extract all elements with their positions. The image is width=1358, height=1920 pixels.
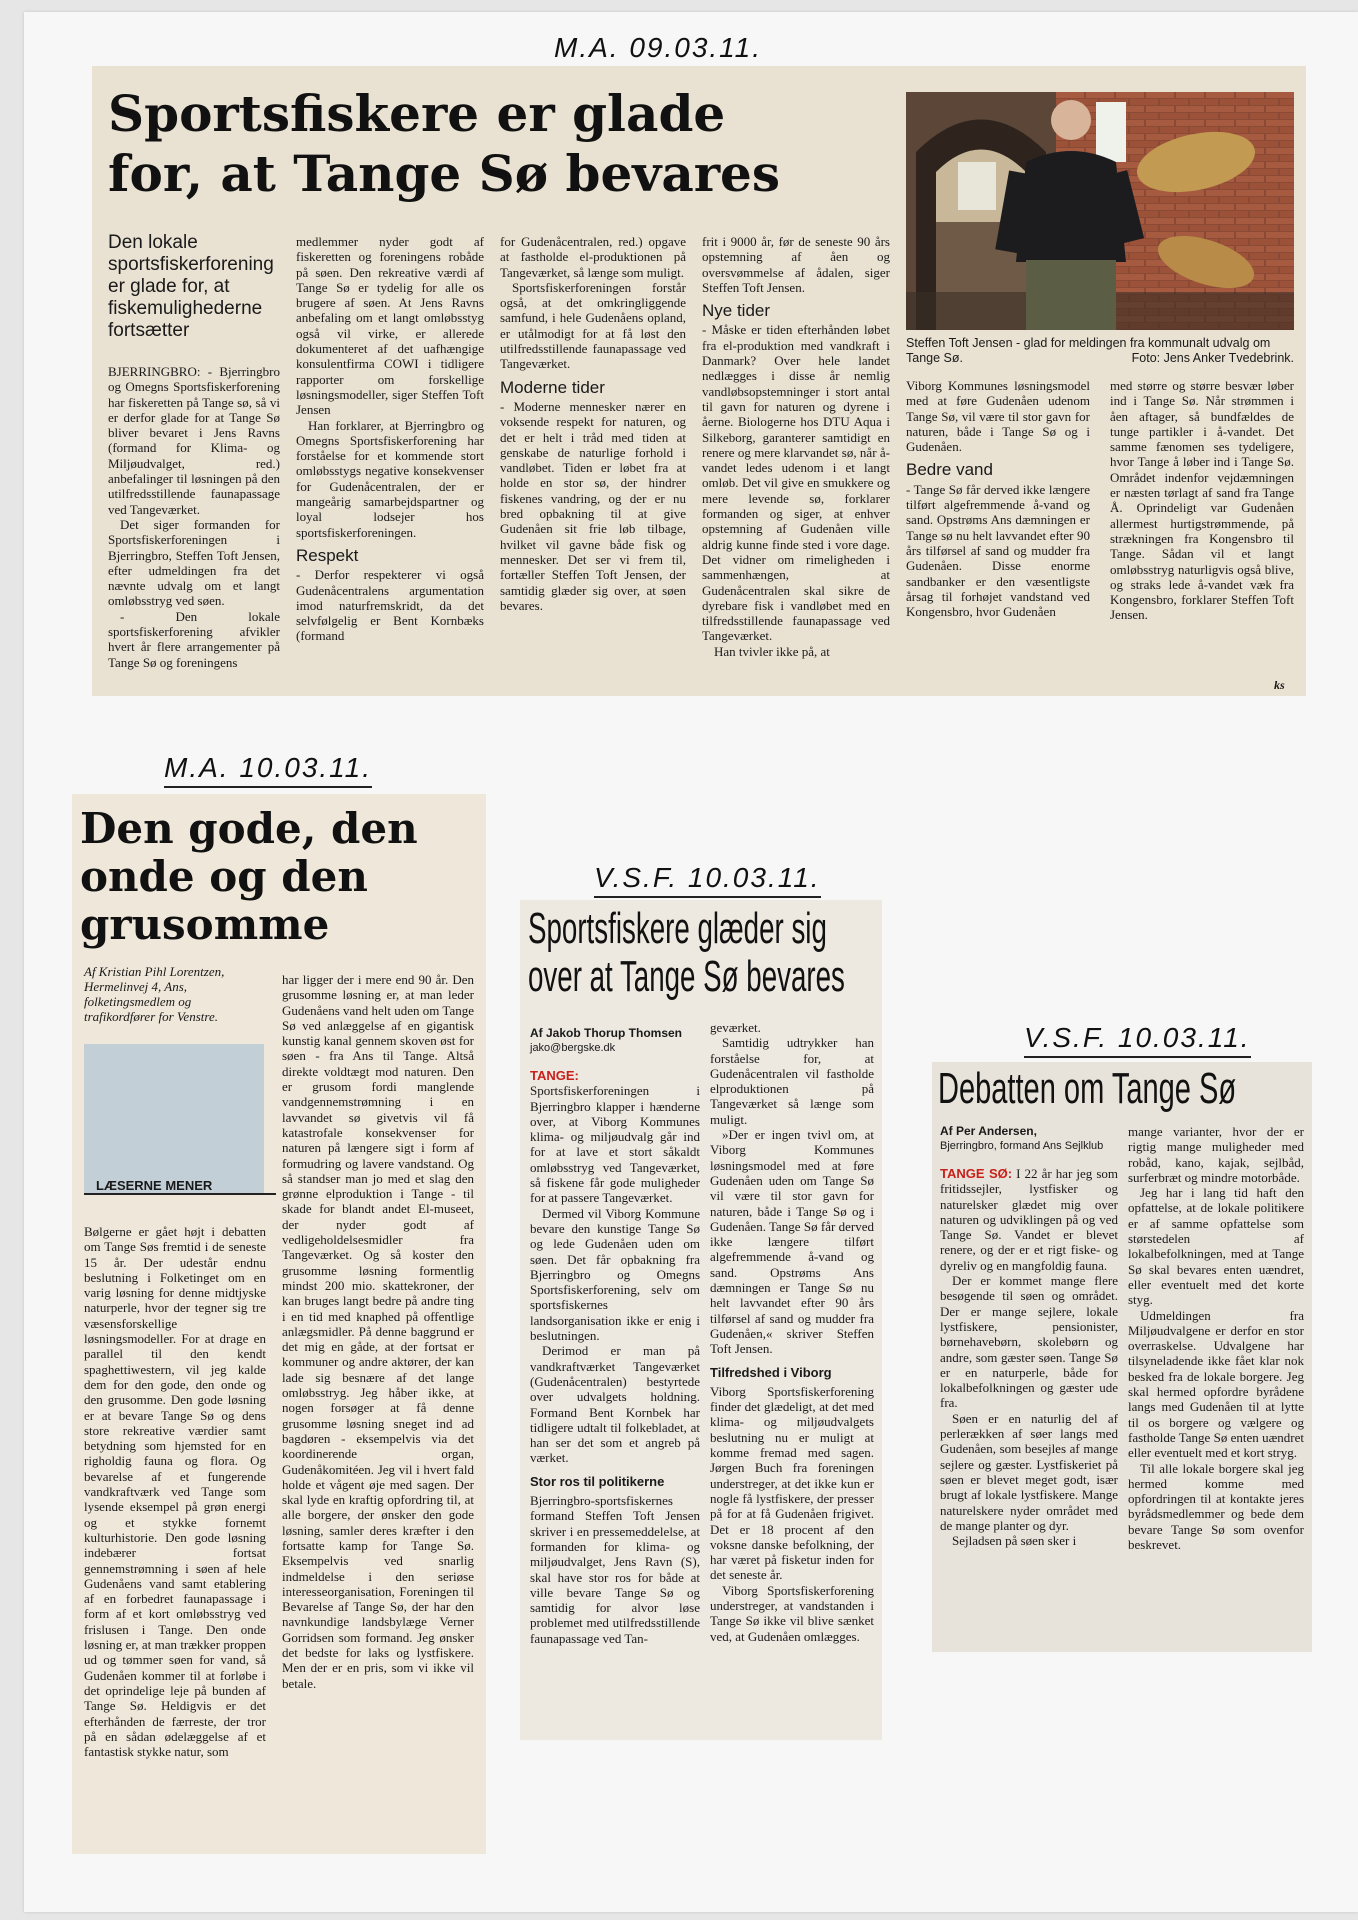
reader-section-label <box>84 1178 276 1195</box>
paragraph: BJERRINGBRO: - Bjerringbro og Omegns Sportsfiskerforening har fiskeretten på Tange sø, så vi er derfor glade for at Tange Sø bliver bevaret i Jens Ravns (formand for Klima- og Miljøudvalget, red.) anbefalinger til løsningen på den utilfredsstillende faunapassage ved Tangeværket. <box>108 364 280 517</box>
handwritten-date-4: V.S.F. 10.03.11. <box>1024 1022 1251 1058</box>
subheading-moderne-tider: Moderne tider <box>500 377 605 397</box>
headline: Debatten om Tange Sø <box>938 1064 1237 1113</box>
article3-column-1 <box>530 1068 700 1732</box>
headline-line-1: Sportsfiskere glæder sig <box>528 904 827 953</box>
subheading-bedre-vand: Bedre vand <box>906 460 993 480</box>
paragraph: Viborg Sportsfiskerforening finder det glædeligt, at det med klima- og miljøudvalgets beslutning nu er muligt at komme fremad med sagen. Jørgen Buch fra foreningen understreger, at det ikke kun er nogle få lystfiskere, der presser på for at få Gudenåen frigivet. Det er 18 procent af den voksne danske befolkning, der har været på fisketur inden for det seneste år. <box>710 1383 874 1583</box>
headline-line-2: over at Tange Sø bevares <box>528 952 845 1001</box>
author-signature: ks <box>1274 678 1285 692</box>
subheading-nye-tider: Nye tider <box>702 301 771 321</box>
paragraph: Han tvivler ikke på, at <box>714 643 830 659</box>
paragraph: Bølgerne er gået højt i debatten om Tange Søs fremtid i de seneste 15 år. Der udestår endnu beslutning i Folketinget om en varig løsning for denne midtjyske naturperle, hvor der tegner sig tre væsensforskellige løsningsmodeller. For at drage en parallel til den kendt spaghettiwestern, vil jeg kalde dem for den gode, den onde og den grusomme. Den gode løsning er at bevare Tange Sø og dens store rekreative værdier samt betydning som hjemsted for en righoldig fauna og flora. Og bevarelse af et fungerende vandkraftværk ved Tange som lysende eksempel på grøn energi og et stykke fornemt kulturhistorie. Den gode løsning indebærer fortsat gennemstrømning i søen af hele Gudenåens vand samt etablering af en forbedret faunapassage i form af et kort omløbsstryg ved frislusen i Tange. Den onde løsning er, at man trækker proppen ud og tømmer søen for vand, så Gudenåen kommer til at forløbe i det oprindelige leje på bunden af Tange Sø. Heldigvis er det efterhånden de færreste, der tror på en sådan ødelæggelse af et fantastisk stykke natur, som <box>84 1224 266 1760</box>
article1-column-3 <box>500 234 686 686</box>
handwritten-date-2: M.A. 10.03.11. <box>164 752 372 788</box>
author-byline: Af Kristian Pihl Lorentzen, Hermelinvej 4, Ans, folketingsmedlem og trafikordfører for Venstre. <box>84 964 225 1024</box>
paragraph: Sportsfiskerforeningen forstår også, at det omkringliggende samfund, i hele Gudenåens opland, er utålmodigt for at få løst den utilfredsstillende faunapassage ved Tangeværket. <box>500 279 686 372</box>
article1-column-4 <box>702 234 890 686</box>
article4-column-2 <box>1128 1124 1304 1644</box>
paragraph: Til alle lokale borgere skal jeg hermed komme med opfordringen til at kontakte jeres byrådsmedlemmer og bede dem bevare Tange Sø som ovenfor beskrevet. <box>1128 1460 1304 1553</box>
subheading-respekt: Respekt <box>296 545 359 565</box>
paragraph: Udmeldingen fra Miljøudvalgene er derfor en stor overraskelse. Udvalgene har tilsyneladende ikke fået klar nok besked fra de lokale borgere. Jeg skal hermed opfordre byrådene langs med Gudenåen til at lytte til os borgere og vælgere og fastholde Tange Sø enten uændret eller eventuelt med et kort stryg. <box>1128 1307 1304 1461</box>
paragraph: Det siger formanden for Sportsfiskerforeningen i Bjerringbro, Steffen Toft Jensen, efter udmeldingen fra det nævnte udvalg om et langt omløbsstryg ved søen. <box>108 516 280 609</box>
clipping-debatten-om-tange-so <box>932 1062 1312 1652</box>
paragraph: Derimod er man på vandkraftværket Tangeværket (Gudenåcentralen) bestyrtede over udvalgets holdning. Formand Bent Kornbek har tidligere udtalt til folkebladet, at han ser det som et angreb på værket. <box>530 1343 700 1466</box>
paragraph: med større og større besvær løber ind i Tange Sø. Når strømmen i åen aftager, så bundfældes de tunge partikler i å-vandet. Det samme fænomen ses tydeligere, hvor Tange å løber ind i Tange Sø. Området indenfor vejdæmningen er næsten tørlagt af sand fra Tange Å. Oprindeligt var Gudenåen allermest hurtigstrømmende, på strækningen fra Kongensbro til Tange. Sådan vil et langt omløbsstryg naturligvis også blive, og straks lede å-vandet væk fra Kongensbro, forklarer Steffen Toft Jensen. <box>1110 378 1294 623</box>
paragraph: Dermed vil Viborg Kommune bevare den kunstige Tange Sø og lede Gudenåen uden om søen. Det får opbakning fra Bjerringbro og Omegns Sportsfiskerforening, selv om sportsfiskernes landsorganisation ikke er enig i beslutningen. <box>530 1205 700 1344</box>
paragraph: Viborg Kommunes løsningsmodel med at føre Gudenåen udenom Tange Sø, vil være til stor gavn for naturen, både i Tange Sø og i Gudenåen. <box>906 378 1090 455</box>
author-affiliation: Bjerringbro, formand Ans Sejlklub <box>940 1140 1104 1152</box>
handwritten-date-3: V.S.F. 10.03.11. <box>594 862 821 898</box>
kicker: TANGE SØ: <box>940 1166 1013 1181</box>
kicker: TANGE: <box>530 1068 579 1083</box>
headline-line-1: Den gode, den <box>80 804 418 853</box>
paragraph: Viborg Sportsfiskerforening understreger, at vandstanden i Tange Sø ikke vil blive sænket ved, at Gudenåen omlægges. <box>710 1582 874 1644</box>
paragraph: Søen er en naturlig del af perlerækken af søer langs med Gudenåen, som besejles af mange sejlere og gæster. Lystfiskeriet på søen er blevet meget godt, især brugt af lokale lystfiskere. Mange naturelskere nyder området med de mange planter og dyr. <box>940 1410 1118 1533</box>
subheading-tilfredshed: Tilfredshed i Viborg <box>710 1364 832 1380</box>
handwritten-date-1: M.A. 09.03.11. <box>554 32 763 63</box>
paragraph: har ligger der i mere end 90 år. Den grusomme løsning er, at man leder Gudenåens vand helt uden om Tange Sø ved anlæggelse af en gigantisk kunstig kanal gennem skoven øst for søen - fra Ans til Tange. Altså direkte voldtægt mod naturen. Den er grusom fordi manglende vandgennemstrømning i en lavvandet sø givetvis vil få katastrofale konsekvenser for naturen på længere sigt i form af formudring og lavere vandstand. Og så standser man jo med et slag den grønne elproduktion i Tange - til skade for blandt andet El-museet, der nyder godt af vedligeholdelsesmidler fra Tangeværket. Og så koster den grusomme løsning formentlig mindst 200 mio. skattekroner, der kan bruges langt bedre på andre ting i en tid med knaphed på offentlige anlægsmidler. På denne baggrund er det mig en gåde, at der fortsat er kommuner og andre aktører, der kan lade sig besnære af det lange omløbsstryg. Jeg håber ikke, at nogen forsøger at få denne grusomme løsning sneget ind ad bagdøren - eksempelvis via det koordinerende organ, Gudenåkomitéen. Jeg vil i hvert fald holde et vågent øje med sagen. Der skal lyde en kraftig opfordring til, at alle borgere, der ønsker den gode løsning, samler deres kræfter i den fortsatte kamp for Tange Sø. Eksempelvis ved snarlig indmeldelse i den seriøse interesseorganisation, Foreningen til Bevarelse af Tange Sø, der har den navnkundige landsbylæge Verner Gorridsen som formand. Jeg ønsker det bedste for laks og lystfiskere. Men der er en pris, som vi ikke vil betale. <box>282 972 474 1691</box>
paragraph: geværket. <box>710 1020 761 1035</box>
paragraph: - Moderne mennesker nærer en voksende respekt for naturen, og det er helt i tråd med tiden at genskabe de naturlige forhold i vandløbet. Tiden er løbet fra at holde en stor sø, der hindrer fiskenes vandring, og der er nu bred opbakning til at give Gudenåen sit frie løb tilbage, hvilket vil gavne både fisk og mennesker. Det ser vi frem til, fortæller Steffen Toft Jensen, der samtidig glæder sig over, at søen bevares. <box>500 398 686 613</box>
photo-caption <box>906 336 1294 366</box>
paragraph: - Den lokale sportsfiskerforening afvikler hvert år flere arrangementer på Tange Sø og foreningens <box>108 608 280 670</box>
paragraph: Sejladsen på søen sker i <box>952 1533 1077 1549</box>
paragraph: - Måske er tiden efterhånden løbet fra el-produktion med vandkraft i Danmark? Over hele landet nedlægges i disse år nemlig vandløbsopstemninger i stort antal til gavn for naturen og dyrene i åerne. Biologerne hos DTU Aqua i Silkeborg, garanterer samtidigt en renere og mere klarvandet sø, når å-vandet ledes udenom i et langt omløb. Det vil give en smukkere og mere levende sø, forklarer formanden og siger, at enhver opstemning af Gudenåen ville aldrig kunne finde sted i vore dage. Det vidner om rimeligheden i sammenhængen, at Gudenåcentralen skal sikre de dyrebare fisk i vandløbet med en tilfredsstillende faunapassage ved Tangeværket. <box>702 322 890 644</box>
paragraph: medlemmer nyder godt af fiskeretten og foreningens robåde på søen. Den rekreative værdi af Tange Sø er tydelig for alle os brugere af søen. At Jens Ravns anbefaling om et langt omløbsstyg også vil virke, er allerede dokumenteret af det uafhængige konsulentfirma COWI i tidligere rapporter om forskellige løsningsmodeller, siger Steffen Toft Jensen <box>296 234 484 418</box>
paragraph <box>530 1068 700 1206</box>
paragraph: Samtidig udtrykker han forståelse for, at Gudenåcentralen vil fastholde elproduktionen på Tangeværket så længe som muligt. <box>710 1035 874 1127</box>
article4-column-1 <box>940 1166 1118 1644</box>
article1-column-2 <box>296 234 484 686</box>
article2-column-2 <box>282 972 474 1844</box>
paragraph-text: I 22 år har jeg som fritidssejler, lystfisker og naturelsker glædet mig over naturen og udviklingen på og ved Tange Sø. Vandet er blevet renere, og der er et rigt fiske- og dyreliv og en mangfoldig fauna. <box>940 1166 1118 1273</box>
reader-photo-placeholder <box>84 1044 264 1194</box>
paragraph: Jeg har i lang tid haft den opfattelse, at de lokale politikere er af samme opfattelse som størstedelen af lokalbefolkningen, med at Tange Sø skal bevares enten uændret, eller eventuelt med det korte styg. <box>1128 1185 1304 1308</box>
label-text: LÆSERNE MENER <box>96 1178 213 1193</box>
paragraph-text: Sportsfiskerforeningen i Bjerringbro klapper i hænderne over, at Viborg Kommunes klima- og miljøudvalg går ind for at lave et stort såkaldt omløbsstryg ved Tangeværket, så fiskene får gode muligheder for at passere Tangeværket. <box>530 1083 700 1206</box>
article3-column-2 <box>710 1020 874 1732</box>
photo-steffen-toft-jensen <box>906 92 1294 330</box>
lead-text: Den lokale sportsfiskerforening er glade for, at fiskemulighederne fortsætter <box>108 232 274 341</box>
photo-illustration <box>906 92 1294 330</box>
clipping-den-gode-den-onde <box>72 794 486 1854</box>
paragraph: Han forklarer, at Bjerringbro og Omegns Sportsfiskerforening har forståelse for et kommende stort omløbsstygs negative konsekvenser for Gudenåcentralen, der er mangeårig samarbejdspartner og loyal lodsejer hos sportsfiskerforeningen. <box>296 417 484 540</box>
headline-line-2: onde og den <box>80 852 368 901</box>
paragraph: mange varianter, hvor der er rigtig mange muligheder med robåd, kano, kajak, sejlbåd, surferbræt og mindre motorbåde. <box>1128 1124 1304 1185</box>
paragraph: Der er kommet mange flere besøgende til søen og området. Der er mange sejlere, lokale lystfiskere, pensionister, børnehavebørn, skolebørn og andre, som gæster søen. Tange Sø er en naturperle, både for lokalbefolkningen og gæster ude fra. <box>940 1273 1118 1411</box>
paragraph: frit i 9000 år, før de seneste 90 års opstemning af åen og oversvømmelse af ådalen, siger Steffen Toft Jensen. <box>702 234 890 295</box>
clipping-sportsfiskere-glaeder-sig <box>520 900 882 1740</box>
article1-column-1 <box>108 364 280 686</box>
article1-column-5 <box>906 378 1090 688</box>
scrapbook-page <box>24 12 1358 1912</box>
paragraph: - Tange Sø får derved ikke længere tilført algefremmende å-vand og sand. Opstrøms Ans dæmningen er Tange sø nu helt lavvandet efter 90 års tilførsel af sand og mudder fra Gudenåen. Disse enorme sandbanker er den væsentligste årsag til forhøjet vandstand ved Kongensbro, hvor Gudenåen <box>906 481 1090 620</box>
clipping-sportsfiskere-er-glade <box>92 66 1306 696</box>
subheading-stor-ros: Stor ros til politikerne <box>530 1473 665 1489</box>
paragraph: for Gudenåcentralen, red.) opgave at fastholde el-produktionen på Tangeværket, så længe som muligt. <box>500 234 686 280</box>
paragraph: »Der er ingen tvivl om, at Viborg Kommunes løsningsmodel med at føre Gudenåen uden om Tange Sø vil være til stor gavn for naturen, både i Tange Sø og i Gudenåen. Tange Sø får derved ikke længere tilført algefremmende å-vand og sand. Opstrøms Ans dæmningen er Tange Sø nu helt lavvandet efter 90 års tilførsel af sand og mudder fra Gudenåen,« skriver Steffen Toft Jensen. <box>710 1127 874 1357</box>
author-byline: Af Jakob Thorup Thomsen <box>530 1026 683 1040</box>
paragraph <box>940 1166 1118 1273</box>
paragraph: - Derfor respekterer vi også Gudenåcentralens argumentation imod naturfremskridt, da det selvfølgelig er Bent Kornbæks (formand <box>296 567 484 644</box>
paragraph: Bjerringbro-sportsfiskernes formand Steffen Toft Jensen skriver i en pressemeddelelse, at formanden for klima- og miljøudvalget, Jens Ravn (S), skal have stor ros for både at ville bevare Tange Sø og samtidig for alvor løse problemet med utilfredsstillende faunapassage ved Tan- <box>530 1493 700 1646</box>
author-byline: Af Per Andersen, <box>940 1124 1037 1138</box>
photo-credit: Foto: Jens Anker Tvedebrink. <box>1131 351 1294 365</box>
author-email: jako@bergske.dk <box>530 1042 616 1054</box>
article1-column-6 <box>1110 378 1294 678</box>
headline-line-3: grusomme <box>80 900 330 949</box>
photo-caption-text: Steffen Toft Jensen - glad for meldingen fra kommunalt udvalg om Tange Sø. <box>906 336 1271 365</box>
article2-column-1 <box>84 1224 266 1844</box>
headline-line-2: for, at Tange Sø bevares <box>108 144 781 203</box>
headline-line-1: Sportsfiskere er glade <box>108 84 726 143</box>
